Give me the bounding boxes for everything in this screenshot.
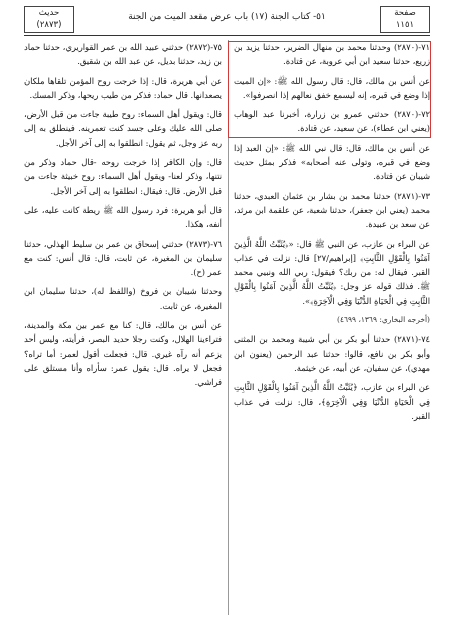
hadith-paragraph: ٧٣-(٢٨٧١) حدثنا محمد بن بشار بن عثمان العبدي، حدثنا محمد (يعني ابن جعفر)، حدثنا شعبة، عن علقمة ابن مرثد، عن سعد بن عبيدة. (234, 190, 430, 230)
hadith-paragraph: وحدثنا شيبان بن فروخ (واللفظ له)، حدثنا سليمان ابن المغيرة، عن ثابت. (24, 286, 222, 311)
hadith-paragraph: قال أبو هريرة: فرد رسول الله ﷺ ريطة كانت عليه، على أنفه، هكذا. (24, 204, 222, 230)
hadith-paragraph: عن أنس بن مالك، قال: قال رسول الله ﷺ: «إن الميت إذا وضع في قبره، إنه ليسمع خفق نعالهم إذا انصرفوا». (234, 75, 430, 100)
left-column (24, 40, 222, 615)
hadith-paragraph: ٧٢-(٢٨٧٠) حدثني عمرو بن زرارة، أخبرنا عبد الوهاب (يعني ابن عطاء)، عن سعيد، عن قتادة. (234, 109, 430, 134)
hadith-range: (٢٨٧٣) (36, 20, 62, 30)
page-label: صفحة (394, 8, 416, 18)
hadith-paragraph: ٧٥-(٢٨٧٢) حدثني عبيد الله بن عمر القواريري، حدثنا حماد بن زيد، حدثنا بديل، عن عبد الله بن شقيق. (24, 42, 222, 67)
hadith-paragraph: عن البراء بن عازب، ﴿يُثَبِّتُ اللَّهُ الَّذِينَ آمَنُوا بِالْقَوْلِ الثَّابِتِ فِي الْحَيَاةِ الدُّنْيَا وَفِي الْآخِرَةِ﴾، قال: نزلت في عذاب القبر. (234, 382, 430, 421)
hadith-paragraph: ٧٤-(٢٨٧١) حدثنا أبو بكر بن أبي شيبة ومحمد بن المثنى وأبو بكر بن نافع، قالوا: حدثنا عبد الرحمن (يعنون ابن مهدي)، عن سفيان، عن أبيه، عن خيثمة. (234, 334, 430, 373)
highlight-box (228, 41, 431, 138)
hadith-paragraph: قال: وإن الكافر إذا خرجت روحه -قال حماد وذكر من نتنها، وذكر لعنا- ويقول أهل السماء: روح خبيثة جاءت من قبل الأرض. قال: فيقال: انطلقوا به إلى آخر الأجل. (24, 157, 222, 196)
hadith-paragraph: ٧٦-(٢٨٧٣) حدثني إسحاق بن عمر بن سليط الهذلي، حدثنا سليمان بن المغيرة، عن ثابت، قال: قال أنس: كنت مع عمر (ح). (24, 238, 222, 278)
page-number: ١١٥١ (395, 20, 415, 30)
header-rule (24, 35, 430, 36)
hadith-paragraph: قال: ويقول أهل السماء: روح طيبة جاءت من قبل الأرض، صلى الله عليك وعلى جسد كنت تعمرينه. فينطلق به إلى ربه عز وجل، ثم يقول: انطلقوا به إلى آخر الأجل. (24, 109, 222, 148)
hadith-paragraph: ٧١-(٢٨٧٠) وحدثنا محمد بن منهال الضرير، حدثنا يزيد بن زريع، حدثنا سعيد ابن أبي عروبة، عن قتادة. (234, 42, 430, 67)
page-header (24, 6, 430, 34)
hadith-label: حديث (38, 8, 60, 18)
page-number-box (380, 6, 430, 33)
hadith-paragraph: عن البراء بن عازب، عن النبي ﷺ قال: «﴿يُثَبِّتُ اللَّهُ الَّذِينَ آمَنُوا بِالْقَوْلِ الثَّابِتِ﴾ [إبراهيم/٢٧] قال: نزلت في عذاب القبر. فيقال له: من ربك؟ فيقول: ربي الله ونبيي محمد ﷺ. فذلك قوله عز وجل: ﴿يُثَبِّتُ اللَّهُ الَّذِينَ آمَنُوا بِالْقَوْلِ الثَّابِتِ فِي الْحَيَاةِ الدُّنْيَا وَفِي الْآخِرَةِ﴾». (234, 238, 430, 306)
hadith-range-box (24, 6, 74, 33)
hadith-paragraph: عن أنس بن مالك، قال: قال نبي الله ﷺ: «إن العبد إذا وضع في قبره، وتولى عنه أصحابه» فذكر بمثل حديث شيبان عن قتادة. (234, 142, 430, 182)
chapter-title: ٥١- كتاب الجنة (١٧) باب عرض مقعد الميت من الجنة (128, 12, 326, 22)
hadith-paragraph: عن أنس بن مالك، قال: كنا مع عمر بين مكة والمدينة، فتراءينا الهلال، وكنت رجلا حديد البصر، فرأيته، وليس أحد يزعم أنه رآه غيري. قال: فجعلت أقول لعمر: أما تراه؟ فجعل لا يراه. قال: يقول عمر: سأراه وأنا مستلق على فراشي. (24, 320, 222, 388)
citation-note: (أخرجه البخاري: ١٣٦٩، ٤٦٩٩) (337, 315, 430, 325)
hadith-paragraph: عن أبي هريرة، قال: إذا خرجت روح المؤمن تلقاها ملكان يصعدانها. قال حماد: فذكر من طيب ريحها، وذكر المسك. (24, 75, 222, 100)
